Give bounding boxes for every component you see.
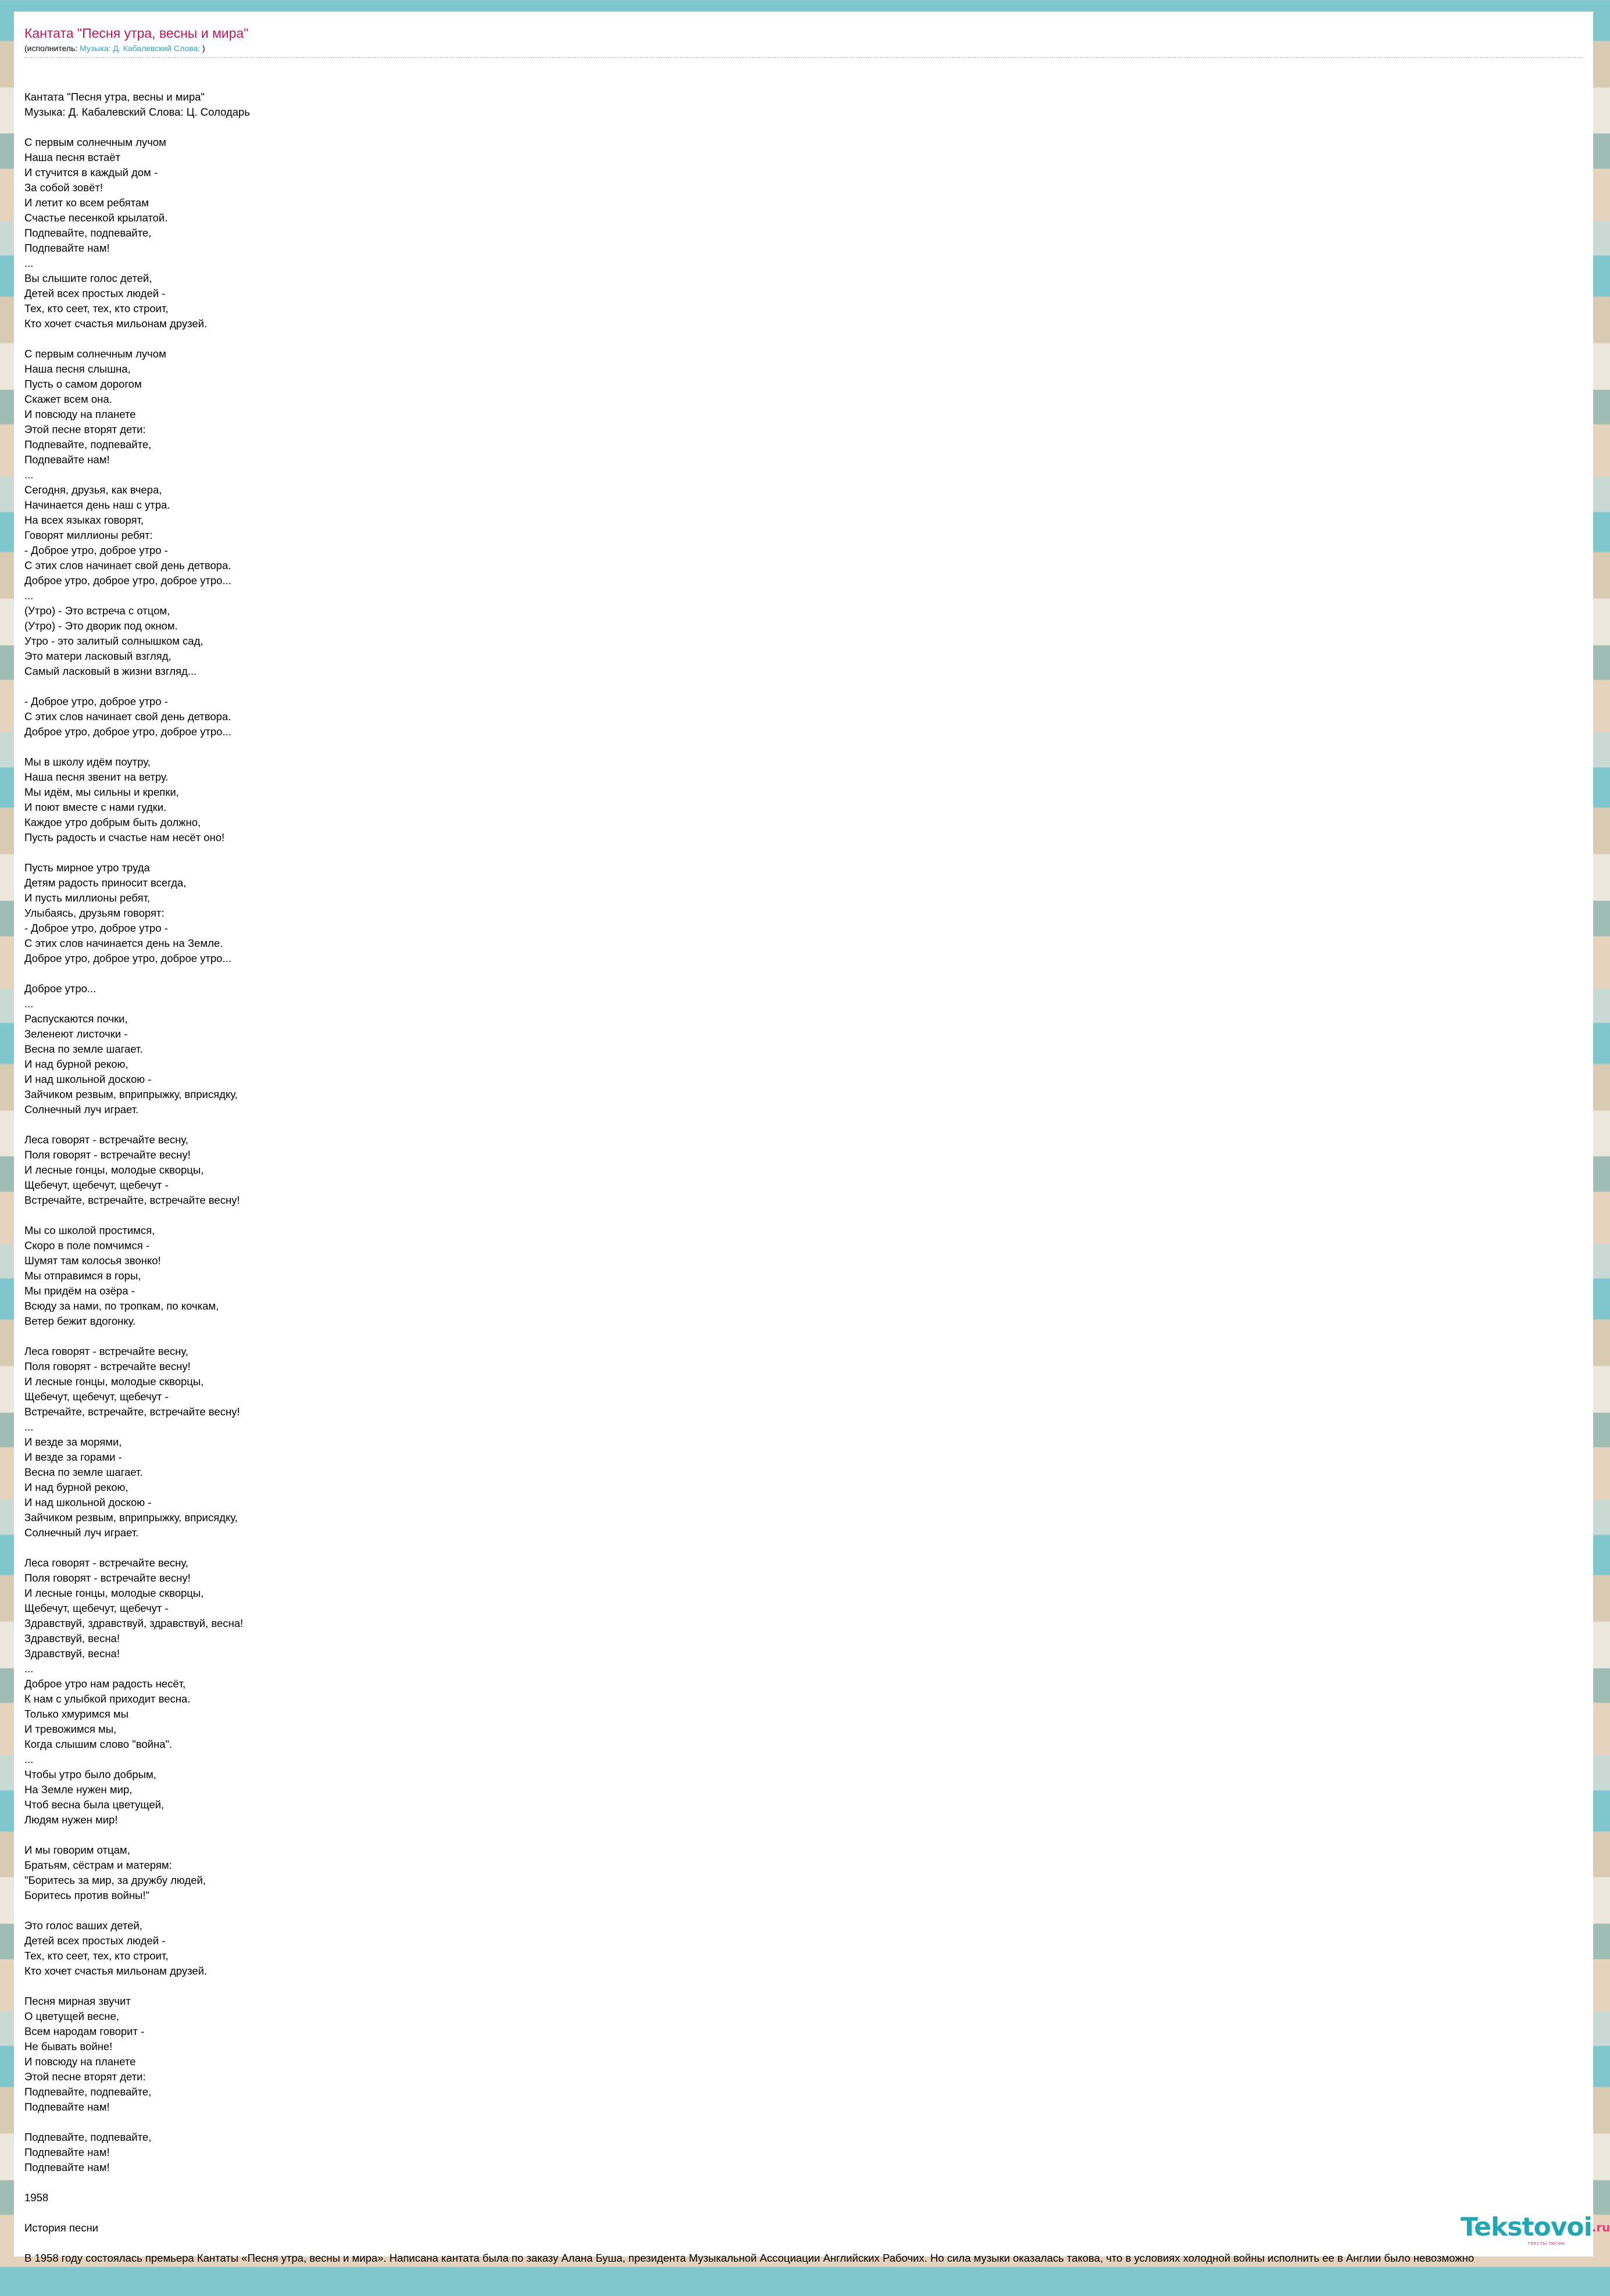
- performer-line: [24, 42, 1583, 55]
- performer-suffix: ): [202, 44, 205, 53]
- logo-tagline: тексты песен: [1527, 2241, 1565, 2247]
- page-title: Кантата "Песня утра, весны и мира": [24, 26, 249, 41]
- page-frame: [14, 12, 1593, 2264]
- logo-brand: Tekstovoi: [1461, 2212, 1592, 2242]
- performer-prefix: (исполнитель:: [24, 44, 80, 53]
- lyrics-text: Кантата "Песня утра, весны и мира" Музыка: Д. Кабалевский Слова: Ц. Солодарь С первым солнечным лучом Наша песня встаёт И стучится в каждый дом - За собой зовёт! И летит ко всем ребятам Счастье песенкой крылатой. Подпевайте, подпевайте, Подпевайте нам! ... Вы слышите голос детей, Детей всех простых людей - Тех, кто сеет, тех, кто строит, Кто хочет счастья мильонам друзей. С первым солнечным лучом Наша песня слышна, Пусть о самом дорогом Скажет всем она. И повсюду на планете Этой песне вторят дети: Подпевайте, подпевайте, Подпевайте нам! ... Сегодня, друзья, как вчера, Начинается день наш с утра. На всех языках говорят, Говорят миллионы ребят: - Доброе утро, доброе утро - С этих слов начинает свой день детвора. Доброе утро, доброе утро, доброе утро... ... (Утро) - Это встреча с отцом, (Утро) - Это дворик под окном. Утро - это залитый солнышком сад, Это матери ласковый взгляд, Самый ласковый в жизни взгляд... - Доброе утро, доброе утро - С этих слов начинает свой день детвора. Доброе утро, доброе утро, доброе утро... Мы в школу идём поутру, Наша песня звенит на ветру. Мы идём, мы сильны и крепки, И поют вместе с нами гудки. Каждое утро добрым быть должно, Пусть радость и счастье нам несёт оно! Пусть мирное утро труда Детям радость приносит всегда, И пусть миллионы ребят, Улыбаясь, друзьям говорят: - Доброе утро, доброе утро - С этих слов начинается день на Земле. Доброе утро, доброе утро, доброе утро... Доброе утро... ... Распускаются почки, Зеленеют листочки - Весна по земле шагает. И над бурной рекою, И над школьной доскою - Зайчиком резвым, вприпрыжку, вприсядку, Солнечный луч играет. Леса говорят - встречайте весну, Поля говорят - встречайте весну! И лесные гонцы, молодые скворцы, Щебечут, щебечут, щебечут - Встречайте, встречайте, встречайте весну! Мы со школой простимся, Скоро в поле помчимся - Шумят там колосья звонко! Мы отправимся в горы, Мы придём на озёра - Всюду за нами, по тропкам, по кочкам, Ветер бежит вдогонку. Леса говорят - встречайте весну, Поля говорят - встречайте весну! И лесные гонцы, молодые скворцы, Щебечут, щебечут, щебечут - Встречайте, встречайте, встречайте весну! ... И везде за морями, И везде за горами - Весна по земле шагает. И над бурной рекою, И над школьной доскою - Зайчиком резвым, вприпрыжку, вприсядку, Солнечный луч играет. Леса говорят - встречайте весну, Поля говорят - встречайте весну! И лесные гонцы, молодые скворцы, Щебечут, щебечут, щебечут - Здравствуй, здравствуй, здравствуй, весна! Здравствуй, весна! Здравствуй, весна! ... Доброе утро нам радость несёт, К нам с улыбкой приходит весна. Только хмуримся мы И тревожимся мы, Когда слышим слово "война". ... Чтобы утро было добрым, На Земле нужен мир, Чтоб весна была цветущей, Людям нужен мир! И мы говорим отцам, Братьям, сёстрам и матерям: "Боритесь за мир, за дружбу людей, Боритесь против войны!" Это голос ваших детей, Детей всех простых людей - Тех, кто сеет, тех, кто строит, Кто хочет счастья мильонам друзей. Песня мирная звучит О цветущей весне, Всем народам говорит - Не бывать войне! И повсюду на планете Этой песне вторят дети: Подпевайте, подпевайте, Подпевайте нам! Подпевайте, подпевайте, Подпевайте нам! Подпевайте нам! 1958 История песни В 1958 году состоялась премьера Кантаты «Песня утра, весны и мира». Написана кантата была по заказу Алана Буша, президента Музыкальной Ассоциации Английских Рабочих. Но сила музыки оказалась такова, что в условиях холодной войны исполнить ее в Англии было невозможно: [24, 91, 1475, 2264]
- logo-tld: .ru: [1591, 2220, 1610, 2234]
- lyrics-content: [24, 59, 1583, 2296]
- site-logo[interactable]: [1461, 2212, 1610, 2247]
- performer-link[interactable]: Музыка: Д. Кабалевский Слова:: [80, 44, 203, 53]
- song-header: [24, 24, 1583, 58]
